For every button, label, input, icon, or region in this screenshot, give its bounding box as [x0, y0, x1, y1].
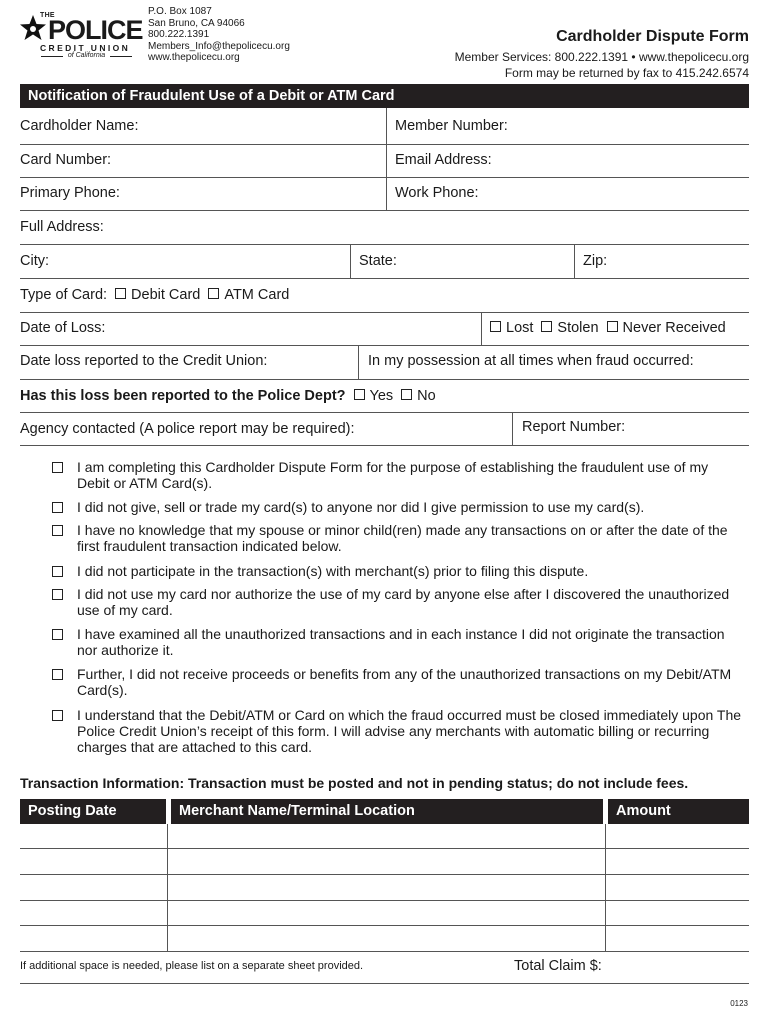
work-phone-field[interactable]: Work Phone:	[395, 185, 479, 201]
date-of-loss-field[interactable]: Date of Loss:	[20, 320, 106, 336]
logo-the: THE	[40, 12, 55, 19]
divider	[20, 210, 749, 211]
cardholder-name-field[interactable]: Cardholder Name:	[20, 118, 139, 134]
attestation-checkbox[interactable]	[52, 669, 63, 680]
column-divider	[574, 244, 575, 278]
zip-field[interactable]: Zip:	[583, 253, 608, 269]
table-row[interactable]	[20, 901, 166, 927]
lost-label: Lost	[506, 320, 534, 336]
yes-label: Yes	[369, 388, 394, 404]
atm-card-label: ATM Card	[224, 287, 290, 303]
attestation-item: I did not give, sell or trade my card(s) to anyone nor did I give permission to use my card(s).	[52, 499, 742, 515]
report-number-field[interactable]: Report Number:	[522, 419, 626, 435]
loss-type-options	[482, 320, 726, 336]
attestation-item: Further, I did not receive proceeds or benefits from any of the unauthorized transactions on my Debit/ATM Card(s).	[52, 666, 742, 698]
primary-phone-field[interactable]: Primary Phone:	[20, 185, 120, 201]
attestation-checkbox[interactable]	[52, 462, 63, 473]
stolen-label: Stolen	[557, 320, 599, 336]
full-address-field[interactable]: Full Address:	[20, 219, 104, 235]
column-divider	[386, 108, 387, 210]
police-report-row	[20, 388, 436, 404]
attestation-checkbox[interactable]	[52, 710, 63, 721]
divider	[20, 379, 749, 380]
column-divider	[605, 824, 606, 951]
never-received-label: Never Received	[622, 320, 726, 336]
address-line: San Bruno, CA 94066	[148, 17, 245, 29]
logo-credit-union: CREDIT UNION	[40, 43, 131, 53]
table-row[interactable]	[20, 926, 166, 952]
police-yes-checkbox[interactable]	[354, 389, 365, 400]
contact-address	[148, 6, 290, 64]
divider	[20, 983, 749, 984]
table-row[interactable]	[20, 875, 166, 901]
type-of-card-label: Type of Card:	[20, 287, 108, 303]
column-divider	[167, 824, 168, 951]
address-line: 800.222.1391	[148, 29, 210, 40]
attestation-checkbox[interactable]	[52, 525, 63, 536]
address-line: www.thepolicecu.org	[148, 52, 240, 63]
divider	[20, 312, 749, 313]
attestation-checkbox[interactable]	[52, 566, 63, 577]
logo-state: of California	[41, 52, 132, 59]
form-code: 0123	[730, 999, 748, 1008]
attestation-checkbox[interactable]	[52, 502, 63, 513]
card-number-field[interactable]: Card Number:	[20, 152, 112, 168]
attestation-item: I have no knowledge that my spouse or minor child(ren) made any transactions on or after the date of the first fraudulent transaction indicated below.	[52, 522, 742, 554]
divider	[20, 177, 749, 178]
member-number-field[interactable]: Member Number:	[395, 118, 508, 134]
debit-card-checkbox[interactable]	[115, 288, 126, 299]
column-divider	[512, 412, 513, 445]
transactions-heading: Transaction Information: Transaction must be posted and not in pending status; do not include fees.	[20, 775, 689, 791]
divider	[20, 412, 749, 413]
attestation-checkbox[interactable]	[52, 589, 63, 600]
never-received-checkbox[interactable]	[607, 321, 618, 332]
divider	[20, 445, 749, 446]
column-divider	[350, 244, 351, 278]
agency-contacted-field[interactable]: Agency contacted (A police report may be required):	[20, 421, 355, 437]
address-line: Members_Info@thepolicecu.org	[148, 40, 290, 52]
in-possession-field[interactable]: In my possession at all times when fraud occurred:	[368, 353, 694, 369]
section-title: Notification of Fraudulent Use of a Debit or ATM Card	[20, 84, 749, 108]
debit-card-label: Debit Card	[131, 287, 201, 303]
column-divider	[358, 345, 359, 379]
attestation-item: I have examined all the unauthorized transactions and in each instance I did not originate the transaction nor authorize it.	[52, 626, 742, 658]
member-services: Member Services: 800.222.1391 • www.thepolicecu.org	[454, 50, 749, 64]
police-no-checkbox[interactable]	[401, 389, 412, 400]
divider	[20, 244, 749, 245]
form-title: Cardholder Dispute Form	[556, 28, 749, 45]
attestation-item: I did not use my card nor authorize the use of my card by anyone else after I discovered the unauthorized use of my card.	[52, 586, 742, 618]
date-reported-field[interactable]: Date loss reported to the Credit Union:	[20, 353, 268, 369]
state-field[interactable]: State:	[359, 253, 397, 269]
space-note: If additional space is needed, please list on a separate sheet provided.	[20, 960, 364, 972]
column-header-posting-date: Posting Date	[20, 799, 166, 824]
atm-card-checkbox[interactable]	[208, 288, 219, 299]
lost-checkbox[interactable]	[490, 321, 501, 332]
total-claim-field[interactable]: Total Claim $:	[514, 958, 602, 974]
logo-police: POLICE	[48, 15, 143, 45]
column-header-merchant: Merchant Name/Terminal Location	[171, 799, 603, 824]
attestation-checkbox[interactable]	[52, 629, 63, 640]
type-of-card-row	[20, 287, 289, 303]
police-question: Has this loss been reported to the Police Dept?	[20, 388, 346, 404]
divider	[20, 144, 749, 145]
stolen-checkbox[interactable]	[541, 321, 552, 332]
table-row[interactable]	[20, 824, 166, 850]
email-address-field[interactable]: Email Address:	[395, 152, 492, 168]
column-header-amount: Amount	[608, 799, 749, 824]
address-line: P.O. Box 1087	[148, 6, 212, 17]
city-field[interactable]: City:	[20, 253, 49, 269]
attestation-item: I did not participate in the transaction(s) with merchant(s) prior to filing this dispute.	[52, 563, 742, 579]
attestation-item: I am completing this Cardholder Dispute Form for the purpose of establishing the fraudulent use of my Debit or ATM Card(s).	[52, 459, 742, 491]
fax-note: Form may be returned by fax to 415.242.6574	[504, 66, 749, 80]
divider	[20, 345, 749, 346]
attestation-item: I understand that the Debit/ATM or Card on which the fraud occurred must be closed immediately upon The Police Credit Union’s receipt of this form. I will advise any merchants with automatic billing or recurring charges that are attached to this card.	[52, 707, 742, 755]
no-label: No	[417, 388, 436, 404]
table-row[interactable]	[20, 849, 166, 875]
divider	[20, 278, 749, 279]
